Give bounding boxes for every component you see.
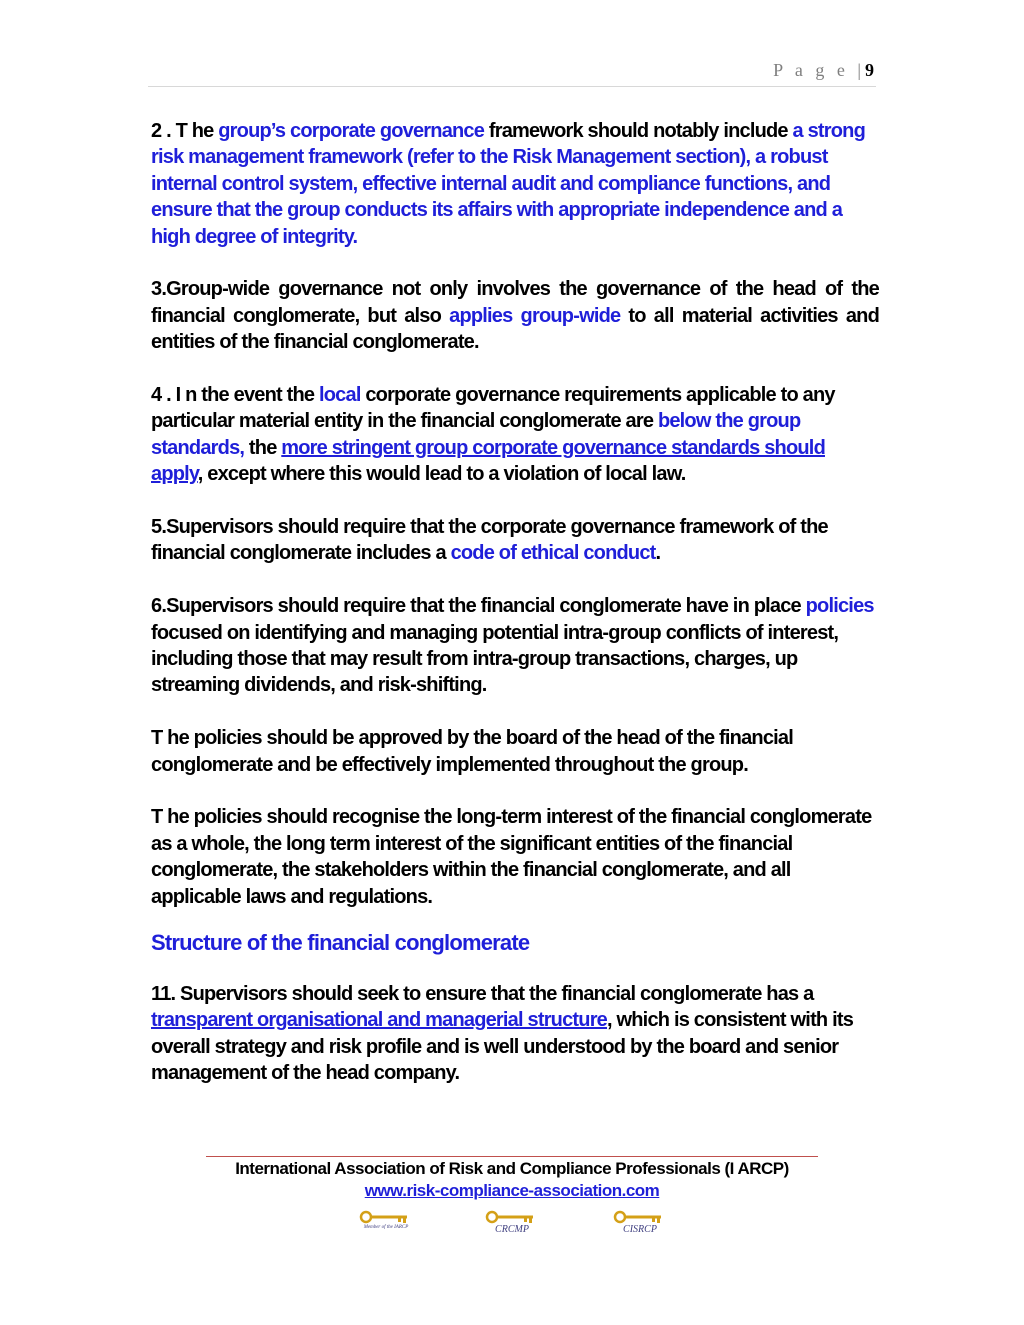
p11-tail: , which is consistent with its overall strategy and risk profile and is well understood by the board and senior management of the head company. <box>151 1009 854 1085</box>
paragraph-4 <box>151 382 879 488</box>
p4-highlight-local: local <box>319 384 361 407</box>
p3-tail: to all material activities and entities of the financial conglomerate. <box>151 304 879 354</box>
p5-highlight: code of ethical conduct <box>450 542 656 565</box>
page-footer <box>0 1158 1024 1202</box>
paragraph-3 <box>151 276 879 355</box>
paragraph-interests: T he policies should recognise the long-term interest of the financial conglomerate as a whole, the long term interest of the significant entities of the financial conglomerate, the stakeholders within the financial conglomerate, and all applicable laws and regulations. <box>151 806 872 908</box>
p11-structure-link[interactable]: transparent organisational and managerial structure <box>151 1009 607 1032</box>
p6-highlight: policies <box>805 595 874 618</box>
document-body <box>151 118 879 1113</box>
p5-lead: 5.Supervisors should require that the corporate governance framework of the financial conglomerate includes a <box>151 516 828 565</box>
p6-lead: 6.Supervisors should require that the financial conglomerate have in place <box>151 595 806 618</box>
p2-mid: framework should notably include <box>484 120 793 142</box>
page-number: 9 <box>865 60 874 80</box>
p3-lead: 3.Group-wide governance not only involves the governance of the head of the financial conglomerate, but also <box>151 278 879 327</box>
p2-highlight-governance: group’s corporate governance <box>218 120 485 142</box>
paragraph-6 <box>151 593 879 699</box>
key-icon <box>610 1210 670 1224</box>
footer-logos <box>0 1210 1024 1240</box>
key-icon <box>356 1210 416 1224</box>
crcmp-key-logo <box>482 1210 542 1238</box>
paragraph-5 <box>151 514 879 567</box>
section-heading: Structure of the financial conglomerate <box>151 930 530 956</box>
cisrcp-logo-caption: CISRCP <box>623 1224 657 1235</box>
p4-stringent-standards-link[interactable]: more stringent group corporate governance standards should apply <box>151 436 825 486</box>
p4-lead: 4 . I n the event the <box>151 384 319 407</box>
paragraph-2 <box>151 118 879 250</box>
p4-highlight-below: below the group standards, <box>151 410 801 459</box>
cisrcp-key-logo <box>610 1210 670 1238</box>
p6-tail: focused on identifying and managing potential intra-group conflicts of interest, including those that may result from intra-group transactions, charges, up streaming dividends, and risk-shifting. <box>151 621 839 697</box>
header-divider <box>148 86 876 87</box>
footer-website-link[interactable]: www.risk-compliance-association.com <box>364 1181 660 1200</box>
p4-mid2: the <box>244 436 282 459</box>
p3-highlight: applies group-wide <box>449 304 621 327</box>
page-label: P a g e | <box>773 60 865 80</box>
key-icon <box>482 1210 542 1224</box>
paragraph-approval: T he policies should be approved by the board of the head of the financial conglomerate and be effectively implemented throughout the group. <box>151 727 793 776</box>
page-header <box>773 60 874 81</box>
paragraph-11 <box>151 981 879 1087</box>
member-key-logo <box>356 1210 416 1238</box>
p5-tail: . <box>655 542 661 565</box>
footer-divider <box>206 1156 818 1157</box>
p2-highlight-tail: a strong risk management framework (refer to the Risk Management section), a robust internal control system, effective internal audit and compliance functions, and ensure that the group conducts its affairs with appropriate independence and a high degree of integrity. <box>151 120 865 248</box>
crcmp-logo-caption: CRCMP <box>495 1224 529 1235</box>
member-logo-caption: Member of the IARCP <box>363 1225 409 1230</box>
p2-lead: 2 . T he <box>151 120 219 142</box>
p4-mid1: corporate governance requirements applicable to any particular material entity in the financial conglomerate are <box>151 384 835 433</box>
p4-tail: , except where this would lead to a violation of local law. <box>197 463 686 486</box>
footer-organization: International Association of Risk and Compliance Professionals (I ARCP) <box>235 1159 789 1178</box>
p11-lead: 11. Supervisors should seek to ensure that the financial conglomerate has a <box>151 982 814 1005</box>
